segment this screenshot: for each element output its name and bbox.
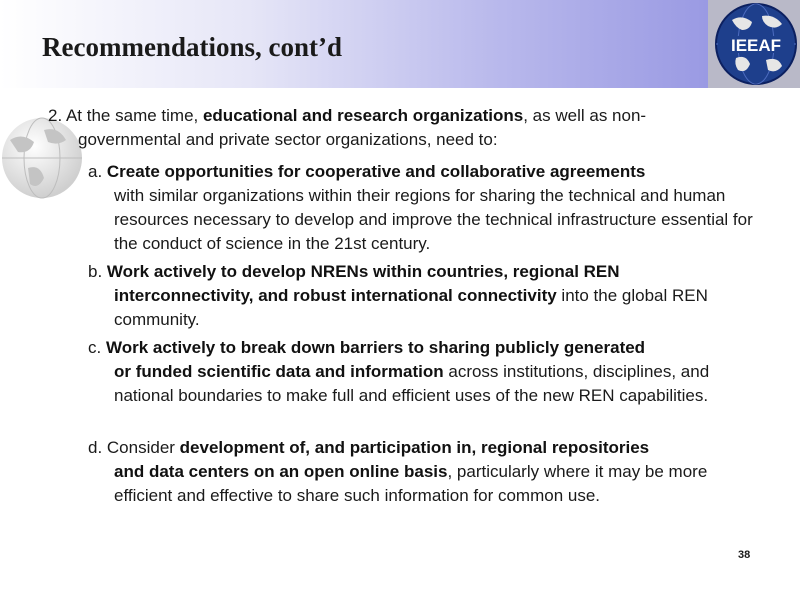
list-item-d	[88, 436, 758, 508]
globe-logo-icon	[712, 0, 800, 88]
item-letter: d. Consider	[88, 438, 180, 457]
item-text-rest: into the global REN community.	[114, 286, 708, 329]
intro-bold-text: educational and research organizations	[202, 106, 524, 125]
list-item-a	[88, 160, 758, 256]
item-bold: Work actively to develop NRENs within countries, regional REN	[106, 262, 620, 281]
list-item-b	[88, 260, 758, 332]
item-bold-2: or funded scientific data and information	[114, 362, 444, 381]
item-text	[88, 460, 758, 508]
item-bold-2: and data centers on an open online basis	[114, 462, 448, 481]
intro-paragraph	[48, 104, 760, 152]
item-bold: Work actively to break down barriers to sharing publicly generated	[105, 338, 646, 357]
intro-number: 2.	[48, 106, 66, 125]
item-bold: development of, and participation in, regional repositories	[179, 438, 650, 457]
item-text-rest: across institutions, disciplines, and national boundaries to make full and efficient uses of the new REN capabilities.	[114, 362, 710, 405]
intro-text-cont: , as well as non-	[523, 106, 647, 125]
intro-line-2: governmental and private sector organizations, need to:	[78, 130, 498, 149]
item-text	[88, 284, 758, 332]
item-letter: a.	[88, 162, 107, 181]
item-text	[88, 360, 758, 408]
item-bold-2: interconnectivity, and robust international connectivity	[114, 286, 557, 305]
list-item-c	[88, 336, 758, 408]
logo-text: IEEAF	[730, 36, 782, 55]
item-letter: b.	[88, 262, 107, 281]
item-bold: Create opportunities for cooperative and collaborative agreements	[106, 162, 646, 181]
item-text-rest: , particularly where it may be more efficient and effective to share such information for common use.	[114, 462, 708, 505]
ieeaf-logo	[708, 0, 800, 88]
slide-title: Recommendations, cont’d	[42, 32, 342, 62]
item-text: with similar organizations within their regions for sharing the technical and human resources necessary to develop and improve the technical infrastructure essential for the conduct of science in the 21st century.	[114, 186, 753, 253]
intro-text: At the same time,	[65, 106, 203, 125]
item-letter: c.	[88, 338, 106, 357]
page-number: 38	[738, 549, 751, 561]
